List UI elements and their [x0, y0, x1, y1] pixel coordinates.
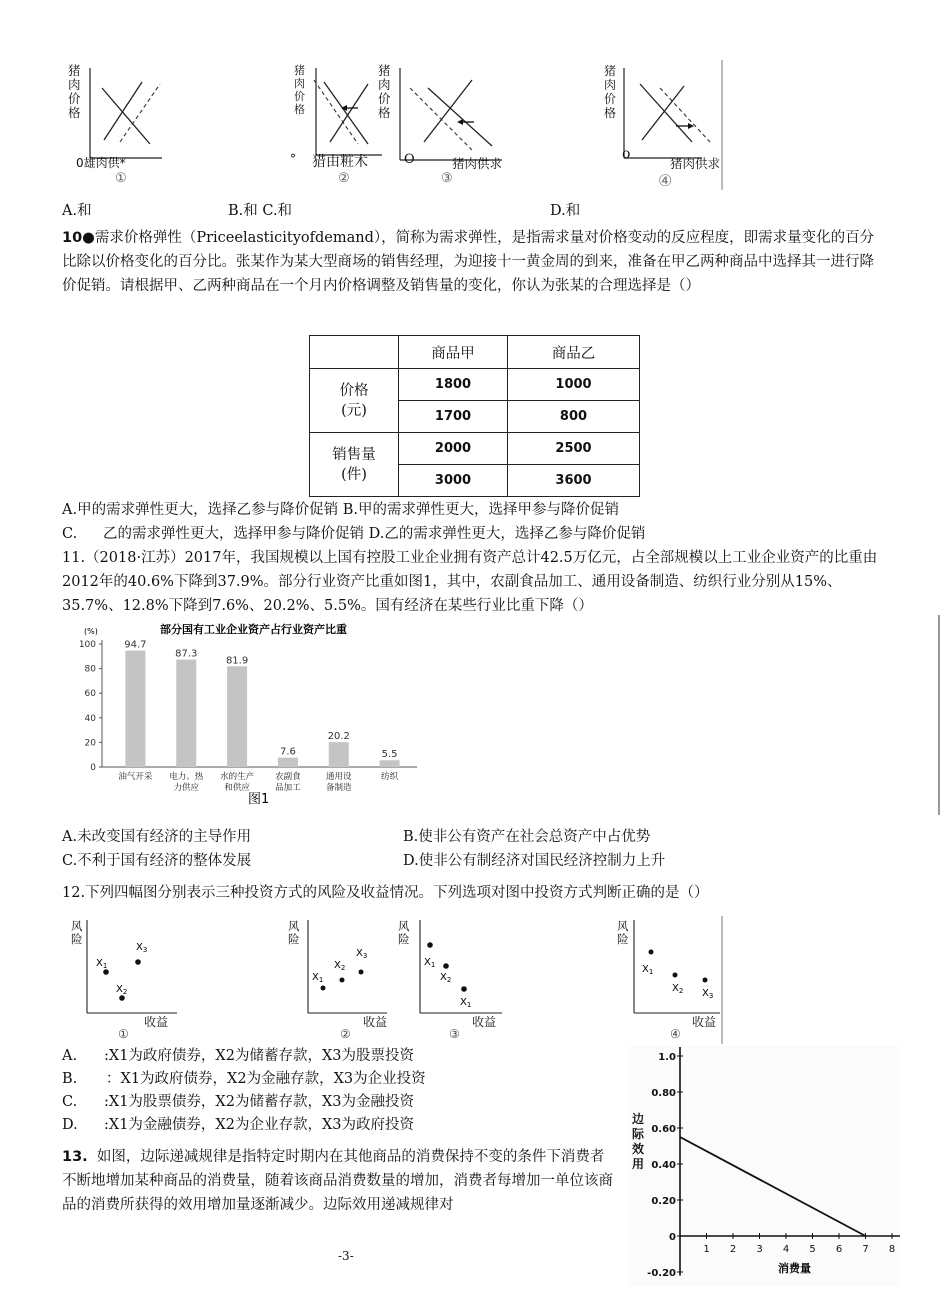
q13-xtick-label: 8: [888, 1244, 896, 1255]
q10-header-a: 商品甲: [399, 336, 508, 369]
q11-option-a: A.未改变国有经济的主导作用: [62, 829, 252, 845]
q10-option-cd: 乙的需求弹性更大，选择甲参与降价促销 D.乙的需求弹性更大，选择乙参与降价促销: [103, 526, 646, 542]
svg-text:X1: $X_1$: [642, 964, 654, 976]
q10-price-b2: 800: [508, 401, 640, 433]
chart-bar: [380, 760, 400, 767]
q10-text: 需求价格弹性（Priceelasticityofdemand），简称为需求弹性，是指需求量对价格变动的反应程度，即需求量变化的百分比除以价格变化的百分比。张某作为某大型商场的销售经理，为迎接十一黄金周的到来，准备在甲乙两种商品中选择其一进行降价促销。请根据甲、乙两种商品在一个月内价格调整及销售量的变化，你认为张某的合理选择是（）: [62, 230, 875, 294]
q12-option-d: :X1为金融债券，X2为企业存款，X3为政府投资: [104, 1117, 415, 1133]
q12-option-a-label: A.: [62, 1048, 78, 1064]
q12-panel-label-1: ①: [118, 1027, 129, 1041]
q11-option-c: C.不利于国有经济的整体发展: [62, 853, 252, 869]
chart-category-label: 油气开采: [118, 772, 153, 782]
q13-text: 如图，边际递减规律是指特定时期内在其他商品的消费保持不变的条件下消费者不断地增加某种商品的消费量，随着该商品消费数量的增加，消费者每增加一单位该商品的消费所获得的效用增加量逐渐减少。边际效用递减规律对: [62, 1149, 613, 1213]
q9-panel-3: [400, 68, 502, 160]
q9-panel-1: [90, 68, 162, 158]
q13-xtick-label: 7: [862, 1244, 869, 1255]
q12-panel-label-3: ③: [449, 1027, 460, 1041]
q13-ytick-label: 1.0: [658, 1052, 676, 1063]
q9-axis-label-4: 猪肉价格: [604, 64, 617, 120]
chart-value-label: 81.9: [225, 655, 249, 667]
q12-panel-label-2: ②: [340, 1027, 351, 1041]
q9-origin-4: o: [622, 146, 631, 162]
q9-origin-3: O: [404, 152, 415, 167]
chart-ylabel: (%): [84, 627, 98, 636]
q11-bar-chart: [62, 617, 422, 812]
q13-ytick-label: 0.20: [651, 1196, 676, 1207]
q12-ylabel-1: 风险: [71, 919, 83, 946]
q9-xlabel-1: 0雄肉供*: [76, 156, 126, 170]
q13-ytick-label: 0.60: [651, 1124, 676, 1135]
q13-xtick-label: 6: [835, 1244, 843, 1255]
svg-text:X1: $X_1$: [460, 997, 472, 1009]
chart-ytick-label: 40: [84, 713, 96, 724]
chart-category-label: 电力、热: [169, 772, 204, 782]
q10-price-label: 价格(元): [310, 369, 399, 433]
q12-option-d-label: D.: [62, 1117, 78, 1133]
chart-category-label: 农副食: [275, 772, 301, 782]
q12-ylabel-3: 风险: [398, 919, 410, 946]
q10-sales-a2: 3000: [399, 465, 508, 497]
q12-xlabel-4: 收益: [692, 1015, 717, 1029]
q10-sales-b2: 3600: [508, 465, 640, 497]
chart-category-label: 通用设: [325, 772, 352, 782]
q13-xtick-label: 5: [809, 1244, 816, 1255]
q9-figures: [62, 60, 727, 195]
chart-bar: [329, 742, 349, 767]
q9-panel-label-4: ④: [658, 171, 673, 190]
q12-option-c: :X1为股票债券，X2为储蓄存款，X3为金融投资: [104, 1094, 415, 1110]
chart-value-label: 20.2: [327, 731, 350, 743]
q9-xlabel-3: 猪肉供求: [452, 156, 503, 171]
q9-axis-label-3: 猪肉价格: [378, 63, 391, 120]
q13-ytick-label: 0: [669, 1232, 676, 1243]
q10-sales-label: 销售量(件): [310, 433, 399, 497]
q9-xlabel-4: 猪肉供求: [670, 156, 721, 171]
q13-ylabel: 边际效用: [632, 1112, 645, 1171]
q10-price-a1: 1800: [399, 369, 508, 401]
chart-bar: [278, 758, 298, 767]
chart-value-label: 5.5: [381, 749, 398, 761]
svg-text:X1: $X_1$: [312, 972, 324, 984]
q12-panel-2: [308, 920, 387, 1013]
q9-panel-2: [314, 68, 382, 155]
q9-origin-2: °: [290, 152, 296, 166]
q10-header-b: 商品乙: [508, 336, 640, 369]
q9-option-d: D.和: [550, 203, 581, 219]
q12-panel-1: [87, 920, 177, 1013]
chart-bar: [125, 651, 145, 767]
chart-value-label: 94.7: [124, 639, 147, 651]
q12-panel-label-4: ④: [670, 1027, 681, 1041]
q13-number: 13.: [62, 1149, 88, 1165]
chart-category-label: 备制造: [325, 783, 352, 793]
q13-marginal-utility-graph: [628, 1046, 900, 1286]
chart-ytick-label: 0: [90, 763, 96, 773]
q13-question: [62, 1145, 614, 1217]
q10-number: 10●: [62, 230, 95, 246]
svg-text:X2: $X_2$: [334, 960, 346, 972]
q12-panel-3: [420, 920, 502, 1013]
q10-option-c-label: C.: [62, 526, 78, 542]
q12-xlabel-3: 收益: [472, 1015, 497, 1029]
page-number: -3-: [338, 1249, 354, 1263]
chart-bar: [176, 660, 196, 767]
q13-xtick-label: 1: [703, 1244, 710, 1255]
q10-sales-a1: 2000: [399, 433, 508, 465]
q13-xtick-label: 2: [729, 1244, 737, 1255]
q11-option-b: B.使非公有资产在社会总资产中占优势: [403, 829, 651, 845]
q10-price-a2: 1700: [399, 401, 508, 433]
chart-title: 部分国有工业企业资产占行业资产比重: [160, 623, 347, 636]
q12-p1-x1: [103, 969, 109, 975]
q13-xlabel: 消费量: [778, 1262, 811, 1275]
chart-category-label: 纺织: [381, 772, 399, 782]
q12-xlabel-1: 收益: [144, 1015, 169, 1029]
chart-category-label: 和供应: [224, 783, 250, 793]
chart-ytick-label: 80: [84, 664, 96, 675]
q9-panel-label-2: ②: [338, 171, 350, 186]
q9-panel-4: [624, 68, 710, 158]
q9-panel-label-3: ③: [441, 171, 453, 186]
svg-text:X2: $X_2$: [116, 984, 128, 996]
q12-ylabel-4: 风险: [617, 919, 629, 946]
svg-text:X1: $X_1$: [96, 958, 108, 970]
svg-text:X2: $X_2$: [672, 983, 684, 995]
q13-xtick-label: 3: [756, 1244, 763, 1255]
q9-axis-label-1: 猪肉价格: [68, 63, 81, 120]
svg-text:X2: $X_2$: [440, 972, 452, 984]
q9-option-a: A.和: [62, 203, 92, 219]
chart-category-label: 品加工: [275, 783, 301, 793]
q12-option-a: :X1为政府债券，X2为储蓄存款，X3为股票投资: [104, 1048, 415, 1064]
q12-xlabel-2: 收益: [363, 1015, 388, 1029]
q11-option-d: D.使非公有制经济对国民经济控制力上升: [403, 853, 666, 869]
q9-axis-label-2: 猪肉价格: [294, 64, 305, 116]
q10-price-b1: 1000: [508, 369, 640, 401]
q10-table-corner: [310, 336, 399, 369]
chart-category-label: 水的生产: [220, 772, 255, 782]
chart-ytick-label: 60: [84, 689, 96, 700]
svg-text:X3: $X_3$: [702, 988, 714, 1000]
q12-ylabel-2: 风险: [288, 919, 300, 946]
q10-table: [309, 335, 640, 497]
chart-value-label: 7.6: [279, 746, 296, 758]
right-edge-line-1: [938, 615, 940, 815]
chart-value-label: 87.3: [175, 648, 198, 660]
svg-text:X3: $X_3$: [136, 942, 148, 954]
q12-p1-x3: [135, 959, 141, 965]
q11-question: 11.（2018·江苏）2017年，我国规模以上国有控股工业企业拥有资产总计42.5万亿元，占全部规模以上工业企业资产的比重由2012年的40.6%下降到37.9%。部分行业资产比重如图1，其中，农副食品加工、通用设备制造、纺织行业分别从15%、35.7%、12.8%下降到7.6%、20.2%、5.5%。国有经济在某些行业比重下降（）: [62, 550, 878, 614]
q10-question: [62, 226, 887, 298]
q13-ytick-label: -0.20: [647, 1268, 676, 1279]
q13-xtick-label: 4: [782, 1244, 790, 1255]
q10-sales-b1: 2500: [508, 433, 640, 465]
q12-option-b: ：X1为政府债券，X2为金融存款，X3为企业投资: [106, 1071, 426, 1087]
q12-option-b-label: B.: [62, 1071, 78, 1087]
svg-text:X1: $X_1$: [424, 957, 436, 969]
q12-panel-4: [634, 920, 720, 1013]
q13-ytick-label: 0.40: [651, 1160, 676, 1171]
chart-ytick-label: 100: [78, 640, 96, 650]
q9-option-bc: B.和 C.和: [228, 203, 293, 219]
q13-ytick-label: 0.80: [651, 1088, 676, 1099]
q12-option-c-label: C.: [62, 1094, 78, 1110]
chart-bar: [227, 666, 247, 767]
q12-p1-x2: [119, 995, 125, 1001]
q9-xlabel-2: 猎由粧术: [312, 154, 368, 170]
q9-panel-label-1: ①: [115, 171, 127, 186]
q12-question: 12.下列四幅图分别表示三种投资方式的风险及收益情况。下列选项对图中投资方式判断正确的是（）: [62, 885, 709, 901]
svg-text:X3: $X_3$: [356, 948, 368, 960]
chart-category-label: 力供应: [173, 783, 200, 793]
q10-option-ab: A.甲的需求弹性更大，选择乙参与降价促销 B.甲的需求弹性更大，选择甲参与降价促销: [62, 502, 619, 518]
chart-caption: 图1: [248, 792, 270, 807]
chart-ytick-label: 20: [84, 738, 96, 749]
